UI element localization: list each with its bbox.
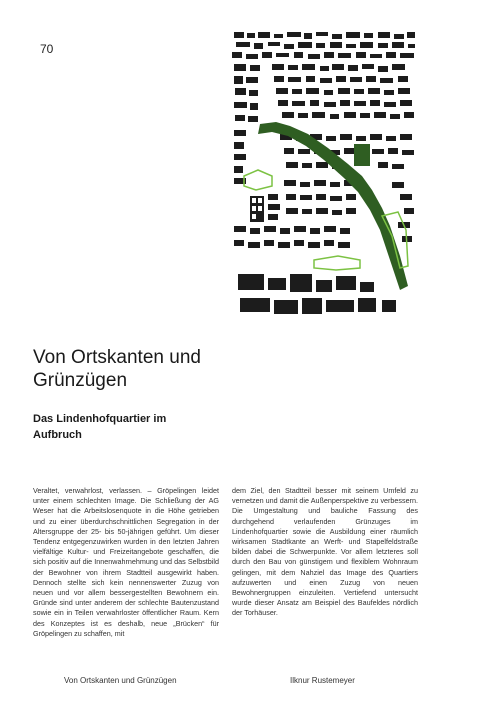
footer-chapter-title: Von Ortskanten und Grünzügen [64, 676, 177, 685]
site-plan-map [232, 30, 416, 320]
page-number: 70 [40, 42, 54, 56]
page-title: Von Ortskanten und Grünzügen [33, 347, 201, 391]
map-building-blocks [232, 32, 415, 314]
page-subtitle: Das Lindenhofquartier im Aufbruch [33, 413, 167, 441]
body-text-left-column: Veraltet, verwahrlost, verlassen. – Gröpelingen leidet unter einem schlechten Image. Die Schließung der AG Weser hat die Arbeitslosenquote in die Höhe getrieben und zu einer überdurchschnittlichen Segregation in der Altersgruppe der 25- bis 50-jährigen geführt. Um dieser Tendenz entgegenzuwirken wurden in den letzten Jahren vielfältige Kultur- und Freizeitangebote geschaffen, die sich positiv auf die Innenwahrnehmung und das Selbstbild der Bewohner von ihrem Stadtteil ausgewirkt haben. Dennoch stellte sich kein nennenswerter Zuzug von neuen und vor allem bessergestellten Bewohnern ein. Gründe sind unter anderem der schlechte Bautenzustand sowie ein in Teilen verwahrloster öffentlicher Raum. Kern des Konzeptes ist es deshalb, neue „Brücken“ für Gröpelingen zu schaffen, mit [33, 486, 219, 638]
body-text-right-column: dem Ziel, den Stadtteil besser mit seinem Umfeld zu vernetzen und damit die Außenperspektive zu verbessern. Die Umgestaltung und bauliche Fassung des durchgehend verlaufenden Grünzuges im Lindenhofquartier sowie die Ausbildung einer räumlich wirksamen Stadtkante an Werft- und Stapelfeldstraße bilden dabei die Schwerpunkte. Vor allem letzteres soll durch den Bau von günstigem und flexiblem Wohnraum gelingen, mit dem Nahziel das Image des Quartiers aufzuwerten und einen Zuzug von neuen Bewohnergruppen einzuleiten. Vertiefend untersucht wurde dieser Ansatz am Beispiel des Baufeldes nördlich der Torhäuser. [232, 486, 418, 618]
footer-author: Ilknur Rustemeyer [290, 676, 355, 685]
